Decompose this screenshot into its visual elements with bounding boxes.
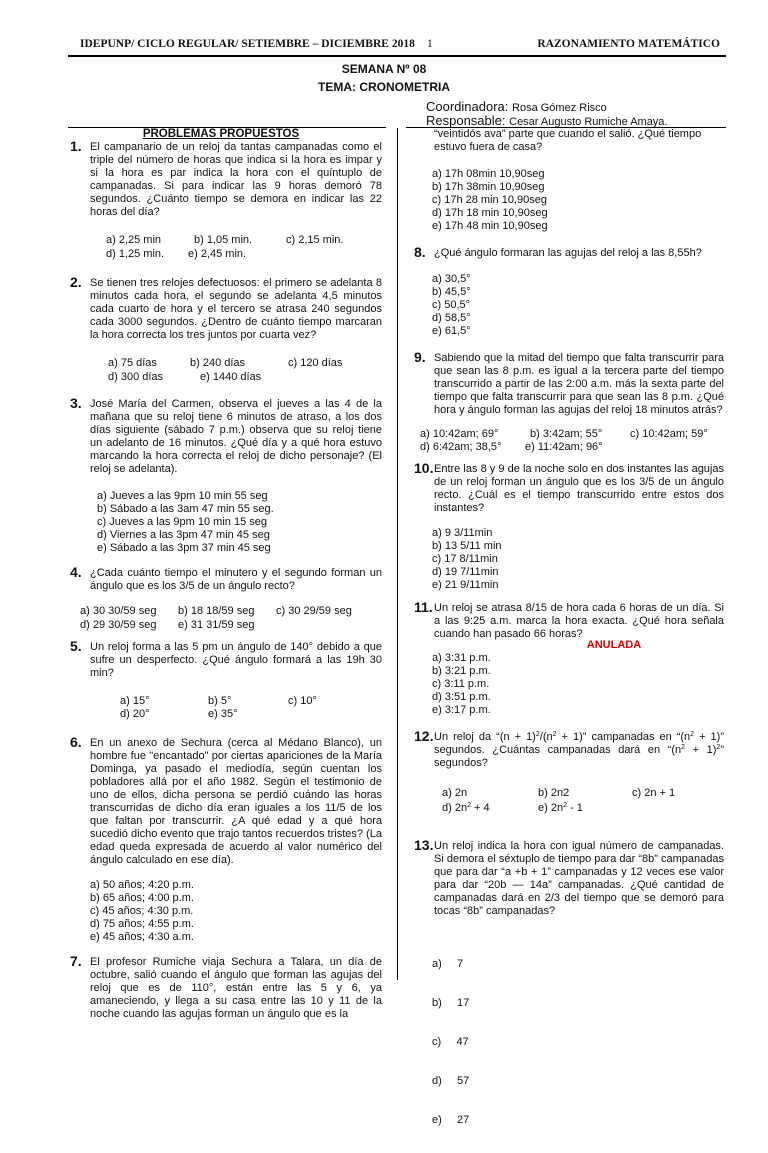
header-course: RAZONAMIENTO MATEMÁTICO	[537, 38, 720, 50]
option-e: e) 1440 días	[200, 371, 262, 383]
option-b: b) 65 años; 4:00 p.m.	[90, 892, 194, 904]
option-d: d) 19 7/11min	[432, 566, 499, 578]
header-page-number: 1	[427, 38, 433, 50]
option-d: d) 1,25 min.	[106, 248, 165, 260]
option-a: a) 2,25 min	[106, 234, 162, 246]
topic-title: TEMA: CRONOMETRIA	[318, 80, 450, 94]
text-part: + 1)”	[694, 731, 724, 743]
option-b: b) 13 5/11 min	[432, 540, 502, 552]
option-c: c) 30 29/59 seg	[276, 605, 352, 617]
option-c: c) 17 8/11min	[432, 553, 498, 565]
option-a: a) Jueves a las 9pm 10 min 55 seg	[97, 490, 268, 502]
option-e: e) 21 9/11min	[432, 579, 499, 591]
problem-8	[414, 244, 724, 260]
problem-10-options	[432, 527, 724, 592]
option-e: e) 2,45 min.	[188, 248, 247, 260]
problem-number: 7.	[70, 953, 82, 969]
exponent: 2	[535, 731, 540, 738]
problem-10	[414, 460, 724, 515]
option-b: b) 17	[432, 997, 470, 1009]
problem-text: Sabiendo que la mitad del tiempo que falta transcurrir para que sean las 8 p.m. es igual a la tercera parte del tiempo transcurrido a partir de las 2:00 a.m. más la sexta parte del tiempo que falta transcurrir para que sean las 8 p.m. ¿Qué hora y ángulo forman las agujas del reloj 18 minutos atrás?	[434, 352, 724, 416]
problem-text: ¿Cada cuánto tiempo el minutero y el segundo forman un ángulo que es los 3/5 de un ángulo recto?	[90, 567, 382, 592]
option-c: c) 10:42am; 59°	[630, 428, 708, 440]
option-e: e) 11:42am; 96°	[525, 441, 603, 453]
option-a: a) 7	[432, 958, 464, 970]
exponent: 2	[467, 802, 471, 809]
problem-text: Se tienen tres relojes defectuosos: el primero se adelanta 8 minutos cada hora, el segundo se adelanta 4,5 minutos cada cuarto de hora y el tercero se atrasa 240 segundos cada 3000 segundos. ¿Dentro de cuánto tiempo marcaran la hora correcta los tres juntos por cuarta vez?	[90, 277, 382, 341]
exponent: 2	[563, 802, 567, 809]
column-divider	[397, 128, 398, 980]
text-part: + 1)	[685, 744, 717, 756]
option-b: b) 3:42am; 55°	[530, 428, 603, 440]
option-a: a) 9 3/11min	[432, 527, 493, 539]
week-title: SEMANA Nº 08	[341, 62, 427, 76]
problem-number: 8.	[414, 244, 426, 260]
problem-number: 13.	[414, 837, 434, 853]
option-d: d) 3:51 p.m.	[432, 691, 491, 703]
option-c: c) 120 días	[288, 357, 343, 369]
problem-1	[70, 138, 382, 219]
text-part: Un reloj da “(n + 1)	[434, 731, 536, 743]
option-e: e) 35°	[208, 708, 238, 720]
option-a: a) 3:31 p.m.	[432, 652, 491, 664]
text-part: d) 2n	[442, 802, 468, 814]
problem-12	[414, 728, 724, 770]
option-d	[442, 802, 538, 815]
option-e: e) 31 31/59 seg	[178, 619, 255, 631]
option-b: b) Sábado a las 3am 47 min 55 seg.	[97, 503, 274, 515]
text-part: segundos. ¿Cuántas campanadas dará en “(n	[434, 744, 682, 756]
option-b: b) 17h 38min 10,90seg	[432, 181, 545, 193]
problem-text: Entre las 8 y 9 de la noche solo en dos instantes las agujas de un reloj forman un ángulo que es los 3/5 de un ángulo recto. ¿Cuál es el tiempo transcurrido entre estos dos instantes?	[434, 463, 724, 514]
text-part: - 1	[566, 802, 583, 814]
right-column	[414, 128, 724, 1153]
option-a: a) 50 años; 4:20 p.m.	[90, 879, 194, 891]
option-c: c) 2n + 1	[632, 787, 676, 799]
option-e	[538, 802, 583, 815]
problem-number: 10.	[414, 460, 434, 476]
problem-13	[414, 837, 724, 918]
problem-number: 1.	[70, 138, 82, 154]
option-c: c) 17h 28 min 10,90seg	[432, 194, 547, 206]
problem-9-options	[420, 428, 724, 454]
problem-7	[70, 953, 382, 1021]
option-a: a) 17h 08min 10,90seg	[432, 168, 545, 180]
exponent: 2	[681, 744, 686, 751]
responsible-label: Responsable:	[426, 113, 506, 128]
problem-11	[414, 599, 724, 641]
problem-number: 11.	[414, 599, 433, 615]
option-b: b) 5°	[208, 695, 232, 707]
problem-2	[70, 274, 382, 342]
option-e: e) 61,5°	[432, 325, 471, 337]
left-column	[70, 128, 382, 1021]
option-d: d) 6:42am; 38,5°	[420, 441, 502, 453]
option-d: d) 57	[432, 1075, 470, 1087]
header-rule	[68, 55, 726, 57]
problem-text: José María del Carmen, observa el jueves a las 4 de la mañana que su reloj tiene 6 minutos de atraso, a los dos días siguiente (sábado 7 p.m.) observa que su reloj tiene un adelanto de 16 minutos. ¿Qué día y a qué hora estuvo marcando la hora correcta el reloj de dicho personaje? (El reloj se adelanta).	[90, 398, 382, 475]
option-a: a) 30 30/59 seg	[80, 605, 157, 617]
problem-number: 2.	[70, 274, 82, 290]
annulled-badge: ANULADA	[586, 639, 642, 651]
problem-text: Un reloj indica la hora con igual número de campanadas. Si demora el séxtuplo de tiempo para dar “8b” campanadas que para dar “a +b + 1” campanadas y 12 veces ese valor para dar “20b — 14a” campanadas. ¿Qué cantidad de campanadas dará en 2/3 del tiempo que se demoró para tocas “8b” campanadas?	[434, 840, 724, 917]
problem-number: 6.	[70, 734, 82, 750]
option-d: d) 58,5°	[432, 312, 471, 324]
option-c: c) 3:11 p.m.	[432, 678, 490, 690]
responsible-line	[426, 113, 667, 128]
option-c: c) 50,5°	[432, 299, 471, 311]
problem-6-options	[90, 879, 382, 944]
coordinator-label: Coordinadora:	[426, 99, 509, 114]
problem-text: Un reloj forma a las 5 pm un ángulo de 140° debido a que sufre un desperfecto. ¿Qué ángulo formará a las 19h 30 min?	[90, 641, 382, 679]
problem-number: 5.	[70, 638, 82, 654]
text-part: /(n	[539, 731, 553, 743]
text-part: ” segundos?	[434, 744, 724, 769]
option-e: e) 17h 48 min 10,90seg	[432, 220, 548, 232]
responsible-name: Cesar Augusto Rumiche Amaya.	[509, 116, 668, 128]
coordinator-name: Rosa Gómez Risco	[512, 102, 607, 114]
option-a: a) 2n	[442, 787, 468, 799]
problem-text: ¿Qué ángulo formaran las agujas del reloj a las 8,55h?	[434, 247, 702, 259]
exponent: 2	[552, 731, 557, 738]
option-e: e) Sábado a las 3pm 37 min 45 seg	[97, 542, 271, 554]
problem-number: 3.	[70, 395, 82, 411]
header-institution: IDEPUNP/ CICLO REGULAR/ SETIEMBRE – DICIEMBRE 2018	[80, 38, 415, 50]
option-c: c) 2,15 min.	[286, 234, 344, 246]
text-part: + 1)” campanadas en “(n	[556, 731, 691, 743]
problem-12-options	[442, 787, 724, 815]
option-a: a) 10:42am; 69°	[420, 428, 499, 440]
problem-8-options	[432, 273, 724, 338]
problem-5-options	[120, 695, 382, 721]
option-c: c) Jueves a las 9pm 10 min 15 seg	[97, 516, 267, 528]
text-part: e) 2n	[538, 802, 564, 814]
section-title: PROBLEMAS PROPUESTOS	[142, 128, 300, 140]
problem-number: 12.	[414, 728, 434, 744]
problem-6	[70, 734, 382, 867]
option-a: a) 75 días	[108, 357, 157, 369]
option-d: d) Viernes a las 3pm 47 min 45 seg	[97, 529, 270, 541]
option-d: d) 300 días	[108, 371, 164, 383]
problem-text: En un anexo de Sechura (cerca al Médano Blanco), un hombre fue "encantado" por ciertas apariciones de la María Dominga, ya pasado el mediodía, según cuentan los pobladores allá por el año 1982. Según el testimonio de uno de ellos, dicha persona se perdió cuándo las horas transcurridas de dicho día eran iguales a los 11/5 de los que faltan por transcurrir. ¿A qué edad y a qué hora sucedió dicho evento que trajo tantos recuerdos tristes? (La edad queda expresada de acuerdo al valor numérico del ángulo calculado en ese día).	[90, 737, 382, 866]
problem-number: 9.	[414, 349, 426, 365]
problem-13-options	[432, 932, 724, 1153]
option-e: e) 3:17 p.m.	[432, 704, 491, 716]
option-b: b) 2n2	[538, 787, 570, 799]
option-a: a) 30,5°	[432, 273, 471, 285]
problem-5	[70, 638, 382, 680]
problem-7-continuation: “veintidós ava” parte que cuando el salió. ¿Qué tiempo estuvo fuera de casa?	[434, 128, 702, 153]
running-header	[80, 38, 720, 54]
problem-number: 4.	[70, 564, 82, 580]
option-e: e) 27	[432, 1114, 470, 1126]
text-part: + 4	[470, 802, 490, 814]
exponent: 2	[716, 744, 721, 751]
problem-4	[70, 564, 382, 593]
option-d: d) 29 30/59 seg	[80, 619, 157, 631]
problem-2-options	[108, 357, 382, 384]
option-b: b) 45,5°	[432, 286, 471, 298]
option-b: b) 1,05 min.	[194, 234, 253, 246]
coordinator-line	[426, 99, 607, 114]
option-b: b) 240 días	[190, 357, 246, 369]
option-d: d) 20°	[120, 708, 150, 720]
option-b: b) 18 18/59 seg	[178, 605, 255, 617]
problem-3-options	[97, 490, 382, 555]
problem-7-options	[432, 168, 724, 233]
option-d: d) 75 años; 4:55 p.m.	[90, 918, 194, 930]
problem-1-options	[106, 234, 382, 261]
problem-9	[414, 349, 724, 417]
problem-text: El profesor Rumiche viaja Sechura a Talara, un día de octubre, salió cuando el ángulo que forman las agujas del reloj que es de 110°, están entre las 5 y 6, ya amaneciendo, y llega a su casa entre las 10 y 11 de la noche cuando las agujas forman un ángulo que es la	[90, 956, 382, 1020]
option-e: e) 45 años; 4:30 a.m.	[90, 931, 194, 943]
problem-text	[434, 731, 724, 769]
option-a: a) 15°	[120, 695, 150, 707]
option-b: b) 3:21 p.m.	[432, 665, 491, 677]
option-d: d) 17h 18 min 10,90seg	[432, 207, 548, 219]
problem-3	[70, 395, 382, 476]
option-c: c) 45 años; 4:30 p.m.	[90, 905, 194, 917]
problem-11-options	[432, 652, 724, 717]
problem-4-options	[80, 605, 382, 632]
option-c: c) 47	[432, 1036, 469, 1048]
exponent: 2	[690, 731, 695, 738]
problem-text: El campanario de un reloj da tantas campanadas como el triple del número de horas que indica si la hora es impar y si la hora es par indica la hora con el quíntuplo de campanadas. Si para indicar las 9 horas demoró 78 segundos. ¿Cuánto tiempo se demora en indicar las 22 horas del día?	[90, 141, 382, 218]
option-c: c) 10°	[288, 695, 317, 707]
problem-text: Un reloj se atrasa 8/15 de hora cada 6 horas de un día. Si a las 9:25 a.m. marca la hora exacta. ¿Qué hora señala cuando han pasado 66 horas?	[434, 602, 724, 640]
